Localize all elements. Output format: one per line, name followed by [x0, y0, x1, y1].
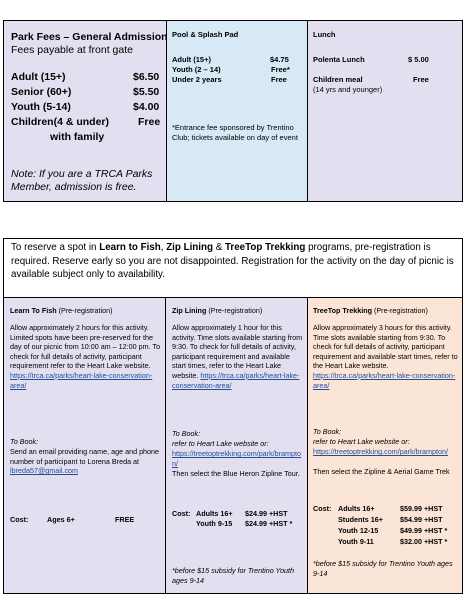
zip-description	[172, 323, 304, 390]
treetop-body: Allow approximately 3 hours for this activity. Time slots available starting from 9:30. To check for full details of activity, participant requirement and available start times, refer to the Heart Lake website.	[313, 323, 458, 371]
zip-cost-price: $24.99 +HST *	[245, 519, 293, 528]
treetop-book-after: Then select the Zipline & Aerial Game Trek	[313, 467, 450, 476]
fish-book-instructions: Send an email providing name, age and phone number of participant to Lorena Breda at	[10, 447, 160, 466]
intro-learn-to-fish: Learn to Fish	[99, 242, 161, 253]
children-meal-price: Free	[413, 75, 429, 84]
fees-subtitle: Fees payable at front gate	[11, 44, 133, 56]
fish-cost-label: Cost:	[10, 515, 29, 524]
treetop-cost-who: Students 16+	[338, 515, 383, 524]
fish-title: Learn To Fish	[10, 306, 57, 315]
treetop-cost-price: $32.00 +HST *	[400, 537, 448, 546]
zip-prereg: (Pre-registration)	[208, 306, 263, 315]
pool-title: Pool & Splash Pad	[172, 30, 239, 39]
intro-comma: ,	[160, 242, 167, 253]
fish-email-link[interactable]: lbreda57@gmail.com	[10, 466, 79, 476]
intro-text-2: programs, pre-registration is required. Reserve early so you are not disappointed. Registration for the activity on the day of picnic is available subject only to availability.	[11, 242, 454, 280]
fee-row-label: Adult (15+)	[11, 71, 66, 83]
registration-intro	[11, 241, 457, 282]
pool-note: *Entrance fee sponsored by Trentino Club; tickets available on day of event	[172, 123, 298, 142]
treetop-cost-price: $59.99 +HST	[400, 504, 443, 513]
intro-amp: &	[212, 242, 225, 253]
lunch-panel	[307, 20, 463, 202]
zip-book-text: refer to Heart Lake website or:	[172, 439, 269, 448]
zip-body: Allow approximately 1 hour for this activity. Time slots available starting from 9:30. To check for full details of activity, participant requirement and available start times, refer to the Heart Lake website.	[172, 323, 303, 380]
zip-to-book: To Book:	[172, 429, 201, 438]
zip-footnote: *before $15 subsidy for Trentino Youth ages 9-14	[172, 566, 294, 585]
fish-to-book: To Book:	[10, 437, 39, 446]
polenta-label: Polenta Lunch	[313, 55, 365, 64]
pool-row-label: Under 2 years	[172, 75, 222, 84]
pool-panel	[166, 20, 308, 202]
fee-row-label: Senior (60+)	[11, 86, 72, 98]
fee-row-price: $5.50	[133, 86, 160, 98]
zip-website-link[interactable]: https://trca.ca/parks/heart-lake-conservation-area/	[172, 370, 300, 390]
fee-row-label: Children(4 & under)	[11, 116, 110, 128]
fish-heading	[10, 306, 113, 316]
fish-cost-who: Ages 6+	[47, 515, 75, 524]
fish-cost-price: FREE	[115, 515, 135, 524]
children-meal-note: (14 yrs and younger)	[313, 85, 383, 94]
pool-row-price: Free*	[271, 65, 290, 74]
with-family-label: with family	[50, 131, 105, 143]
treetop-footnote: *before $15 subsidy for Trentino Youth ages 9-14	[313, 559, 453, 578]
treetop-book-text: refer to Heart Lake website or:	[313, 437, 410, 446]
zip-booking-link[interactable]: https://treetoptrekking.com/park/brampton/	[172, 449, 302, 468]
zip-book-after: Then select the Blue Heron Zipline Tour.	[172, 469, 300, 478]
intro-zip-lining: Zip Lining	[166, 242, 213, 253]
pool-row-label: Youth (2 – 14)	[172, 65, 221, 74]
treetop-description	[313, 323, 459, 390]
treetop-heading	[313, 306, 428, 316]
treetop-cost-who: Youth 9-11	[338, 537, 374, 546]
treetop-prereg: (Pre-registration)	[373, 306, 428, 315]
lunch-title: Lunch	[313, 30, 336, 39]
fee-row-price: Free	[138, 116, 161, 128]
intro-treetop: TreeTop Trekking	[224, 242, 306, 253]
zip-cost-price: $24.99 +HST	[245, 509, 288, 518]
treetop-cost-label: Cost:	[313, 504, 332, 513]
zip-cost-who: Youth 9-15	[196, 519, 233, 528]
zip-cost-who: Adults 16+	[196, 509, 233, 518]
zip-heading	[172, 306, 262, 316]
treetop-title: TreeTop Trekking	[313, 306, 372, 315]
fee-row-price: $4.00	[133, 101, 160, 113]
treetop-cost-who: Adults 16+	[338, 504, 375, 513]
treetop-cost-price: $49.99 +HST *	[400, 526, 448, 535]
intro-text-1: To reserve a spot in	[11, 242, 100, 253]
fish-website-link[interactable]: https://trca.ca/parks/heart-lake-conservation-area/	[10, 370, 153, 390]
treetop-cost-who: Youth 12-15	[338, 526, 379, 535]
fish-prereg: (Pre-registration)	[58, 306, 113, 315]
fees-title: Park Fees – General Admission	[11, 31, 168, 43]
fish-book-text	[10, 447, 162, 476]
treetop-booking-link[interactable]: https://treetoptrekking.com/park/brampton/	[313, 447, 449, 456]
polenta-price: $ 5.00	[408, 55, 429, 64]
pool-row-label: Adult (15+)	[172, 55, 211, 64]
pool-row-price: $4.75	[270, 55, 289, 64]
fee-row-label: Youth (5-14)	[11, 101, 71, 113]
children-meal-label: Children meal	[313, 75, 363, 84]
treetop-to-book: To Book:	[313, 427, 342, 436]
member-note: Note: If you are a TRCA Parks Member, admission is free.	[11, 168, 153, 193]
fish-body: Allow approximately 2 hours for this activity. Limited spots have been pre-reserved for the day of our picnic from 10:00 am – 12:00 pm. To check for full details of activity, participant requirement refer to the Heart Lake website.	[10, 323, 161, 371]
pool-row-price: Free	[271, 75, 287, 84]
fish-description	[10, 323, 162, 390]
zip-cost-label: Cost:	[172, 509, 191, 518]
fee-row-price: $6.50	[133, 71, 160, 83]
treetop-website-link[interactable]: https://trca.ca/parks/heart-lake-conservation-area/	[313, 370, 456, 390]
zip-title: Zip Lining	[172, 306, 207, 315]
treetop-cost-price: $54.99 +HST	[400, 515, 443, 524]
